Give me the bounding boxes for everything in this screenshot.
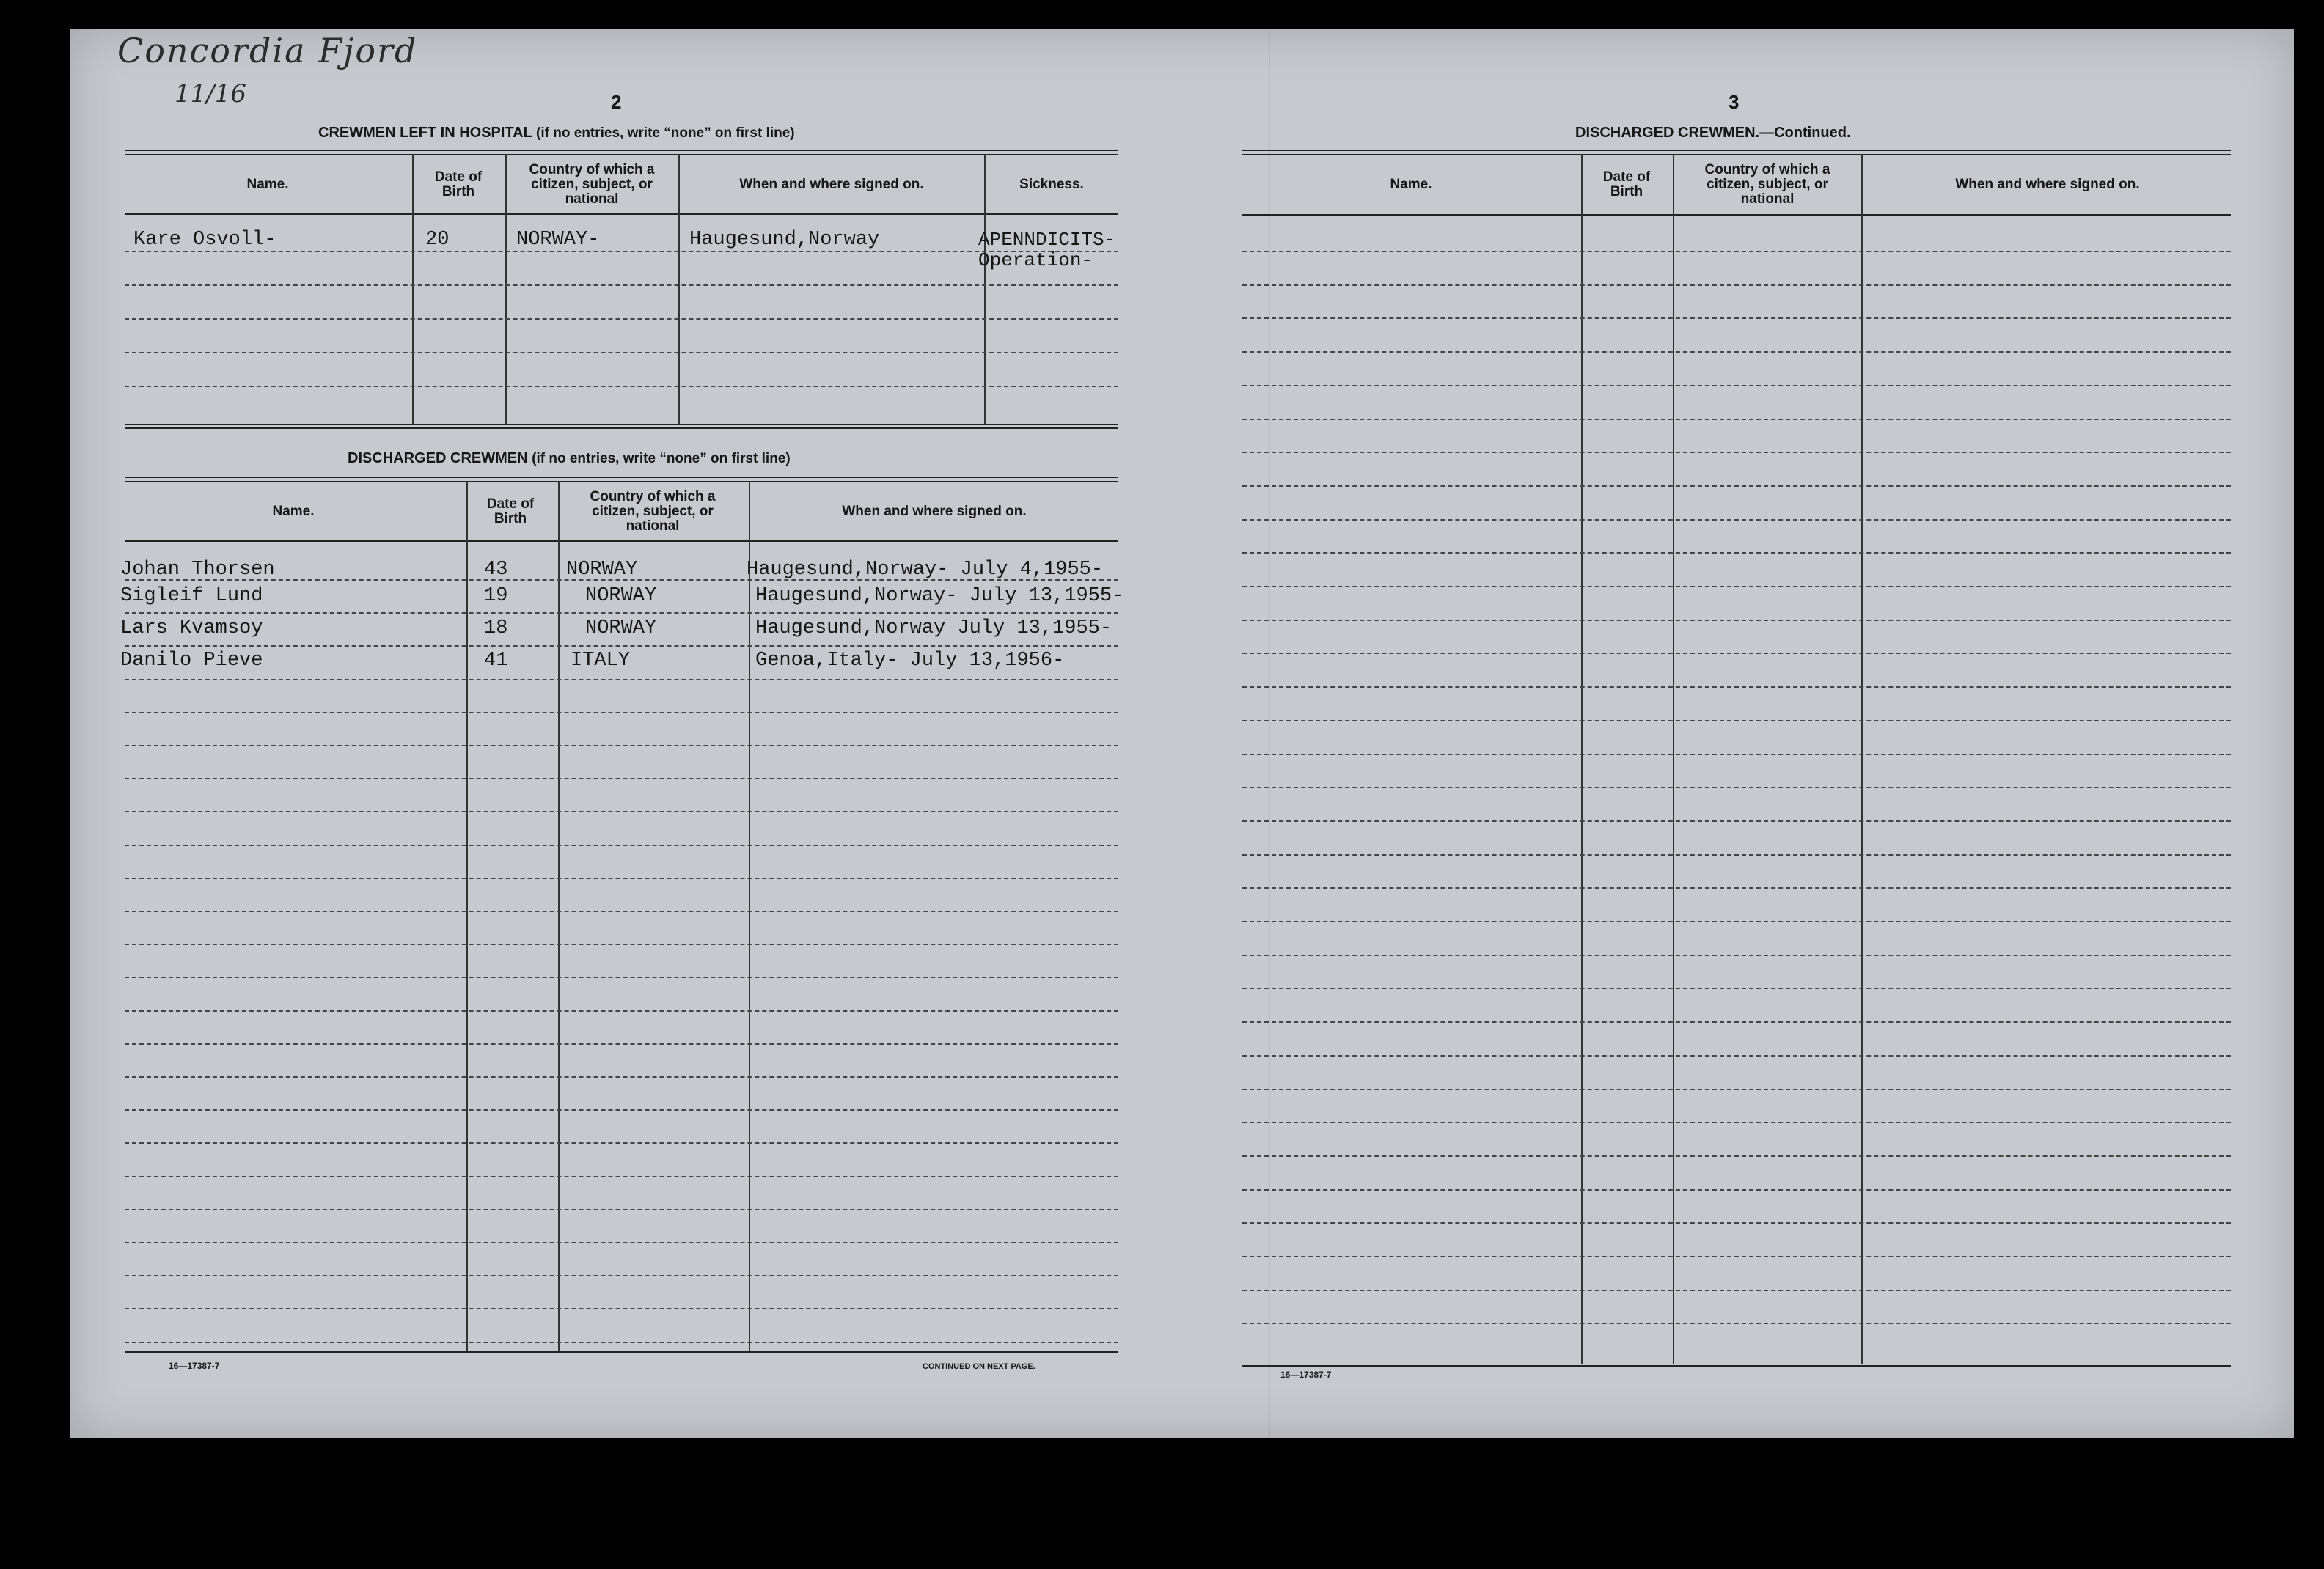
hospital-header-rule: [125, 213, 1118, 215]
form-row-line: [125, 1010, 1118, 1012]
discharged-row-country: NORWAY: [585, 585, 657, 607]
form-row-line: [1242, 620, 2231, 621]
form-row-line: [1242, 854, 2231, 856]
form-row-line: [1242, 586, 2231, 587]
form-row-line: [1242, 1189, 2231, 1191]
hospital-header-signed: When and where signed on.: [739, 177, 924, 192]
form-row-line: [125, 1209, 1118, 1210]
page3-section-title: DISCHARGED CREWMEN.—Continued.: [1575, 125, 1851, 141]
hospital-col-divider: [505, 154, 507, 425]
form-row-line: [1242, 686, 2231, 688]
page-fold: [1269, 29, 1270, 1438]
discharged-row-name: Danilo Pieve: [120, 650, 263, 672]
hospital-row-dob: 20: [425, 229, 450, 251]
hospital-title-note: (if no entries, write “none” on first line): [536, 125, 795, 141]
discharged-row-name: Sigleif Lund: [120, 585, 263, 607]
discharged-row-signed: Haugesund,Norway July 13,1955-: [755, 617, 1112, 639]
form-row-line: [125, 778, 1118, 779]
hospital-row-line: [125, 318, 1118, 320]
hospital-row-signed: Haugesund,Norway: [689, 229, 880, 251]
hospital-title-text: CREWMEN LEFT IN HOSPITAL: [318, 125, 532, 141]
discharged-title-text: DISCHARGED CREWMEN: [348, 450, 528, 466]
form-row-line: [1242, 1222, 2231, 1224]
handwritten-mark: 11/16: [175, 79, 246, 109]
form-row-line: [1242, 1122, 2231, 1123]
discharged-row-country: NORWAY: [585, 617, 657, 639]
discharged-row-name: Lars Kvamsoy: [120, 617, 263, 639]
discharged-row-signed: Haugesund,Norway- July 4,1955-: [747, 559, 1104, 581]
hospital-header-country: Country of which a citizen, subject, or national: [529, 162, 655, 207]
form-row-line: [1242, 921, 2231, 922]
discharged-col-divider: [749, 481, 750, 1351]
discharged-row-dob: 18: [484, 617, 508, 639]
form-row-line: [1242, 1089, 2231, 1090]
discharged-row-signed: Haugesund,Norway- July 13,1955-: [755, 585, 1124, 607]
form-row-line: [1242, 284, 2231, 286]
hospital-section-title: [318, 125, 795, 142]
discharged-row-dob: 43: [484, 559, 508, 581]
page-number-2: 2: [611, 91, 622, 113]
hospital-row-sickness-detail: Operation-: [978, 249, 1093, 271]
page3-col-divider: [1861, 154, 1863, 1364]
discharged-top-rule-2: [125, 481, 1118, 482]
discharged-header-name: Name.: [272, 504, 315, 519]
hospital-col-divider: [984, 154, 986, 425]
form-row-line: [125, 1076, 1118, 1078]
hospital-row-line: [125, 386, 1118, 387]
hospital-header-dob: Date of Birth: [434, 169, 483, 199]
form-row-line: [1242, 955, 2231, 956]
discharged-col-divider: [558, 481, 560, 1351]
page3-header-name: Name.: [1390, 177, 1432, 192]
continued-note: CONTINUED ON NEXT PAGE.: [923, 1362, 1035, 1371]
form-row-line: [125, 645, 1118, 647]
discharged-row-country: ITALY: [571, 650, 631, 672]
form-row-line: [1242, 1155, 2231, 1157]
hospital-row-line: [125, 352, 1118, 353]
form-row-line: [1242, 1323, 2231, 1324]
form-row-line: [125, 1342, 1118, 1343]
discharged-row-dob: 19: [484, 585, 508, 607]
page3-col-divider: [1673, 154, 1674, 1364]
discharged-row-name: Johan Thorsen: [120, 559, 275, 581]
document-sheet: [70, 29, 2294, 1438]
form-row-line: [1242, 988, 2231, 989]
discharged-col-divider: [466, 481, 468, 1351]
form-row-line: [1242, 1055, 2231, 1057]
hospital-row-line: [125, 284, 1118, 286]
form-row-line: [125, 1242, 1118, 1243]
page3-header-country: Country of which a citizen, subject, or national: [1704, 162, 1830, 207]
form-row-line: [125, 1308, 1118, 1309]
discharged-row-country: NORWAY: [566, 559, 638, 581]
hospital-row-line: [125, 251, 1118, 252]
form-row-line: [1242, 887, 2231, 889]
hospital-top-rule-2: [125, 154, 1118, 155]
form-row-line: [125, 1142, 1118, 1144]
form-row-line: [1242, 351, 2231, 353]
form-row-line: [1242, 754, 2231, 755]
form-row-line: [125, 612, 1118, 614]
discharged-header-dob: Date of Birth: [486, 496, 535, 526]
discharged-row-signed: Genoa,Italy- July 13,1956-: [755, 650, 1065, 672]
page3-header-signed: When and where signed on.: [1955, 177, 2140, 192]
form-number-page2: 16—17387-7: [169, 1361, 220, 1371]
form-row-line: [1242, 419, 2231, 420]
form-row-line: [125, 811, 1118, 812]
page3-top-rule-2: [1242, 154, 2231, 155]
discharged-title-note: (if no entries, write “none” on first line): [532, 451, 791, 466]
hospital-col-divider: [678, 154, 680, 425]
form-row-line: [1242, 519, 2231, 521]
discharged-header-rule: [125, 540, 1118, 542]
hospital-bottom-rule-2: [125, 427, 1118, 429]
page3-col-divider: [1581, 154, 1583, 1364]
form-row-line: [1242, 485, 2231, 487]
form-row-line: [1242, 452, 2231, 453]
form-row-line: [125, 911, 1118, 912]
hospital-col-divider: [412, 154, 414, 425]
form-row-line: [1242, 1021, 2231, 1023]
form-row-line: [125, 977, 1118, 978]
form-row-line: [1242, 385, 2231, 386]
discharged-row-dob: 41: [484, 650, 508, 672]
page3-header-rule: [1242, 214, 2231, 216]
page-number-3: 3: [1729, 91, 1740, 113]
form-row-line: [125, 878, 1118, 879]
form-row-line: [1242, 820, 2231, 822]
form-row-line: [1242, 317, 2231, 319]
page3-header-dob: Date of Birth: [1602, 169, 1651, 199]
form-row-line: [125, 712, 1118, 713]
form-row-line: [1242, 552, 2231, 554]
discharged-top-rule: [125, 477, 1118, 478]
form-row-line: [1242, 251, 2231, 252]
form-row-line: [125, 1275, 1118, 1276]
form-row-line: [125, 1109, 1118, 1111]
form-row-line: [125, 679, 1118, 680]
hospital-row-country: NORWAY-: [516, 229, 600, 251]
hospital-row-sickness: APENNDICITS-: [978, 229, 1116, 251]
form-row-line: [1242, 1256, 2231, 1257]
form-row-line: [125, 845, 1118, 846]
discharged-header-country: Country of which a citizen, subject, or national: [590, 489, 716, 534]
hospital-row-name: Kare Osvoll-: [133, 229, 276, 251]
form-row-line: [1242, 653, 2231, 654]
hospital-header-sickness: Sickness.: [1019, 177, 1084, 192]
page3-top-rule: [1242, 150, 2231, 151]
handwritten-ship-name: Concordia Fjord: [117, 31, 418, 70]
hospital-bottom-rule: [125, 424, 1118, 425]
hospital-top-rule: [125, 150, 1118, 151]
discharged-bottom-rule: [125, 1351, 1118, 1353]
page3-bottom-rule: [1242, 1365, 2231, 1367]
form-row-line: [1242, 1290, 2231, 1291]
form-row-line: [1242, 787, 2231, 788]
form-number-page3: 16—17387-7: [1280, 1370, 1332, 1380]
form-row-line: [1242, 720, 2231, 721]
form-row-line: [125, 1176, 1118, 1177]
form-row-line: [125, 1043, 1118, 1045]
hospital-header-name: Name.: [246, 177, 289, 192]
form-row-line: [125, 944, 1118, 945]
discharged-section-title: [348, 450, 791, 467]
discharged-header-signed: When and where signed on.: [842, 504, 1027, 519]
form-row-line: [125, 745, 1118, 746]
